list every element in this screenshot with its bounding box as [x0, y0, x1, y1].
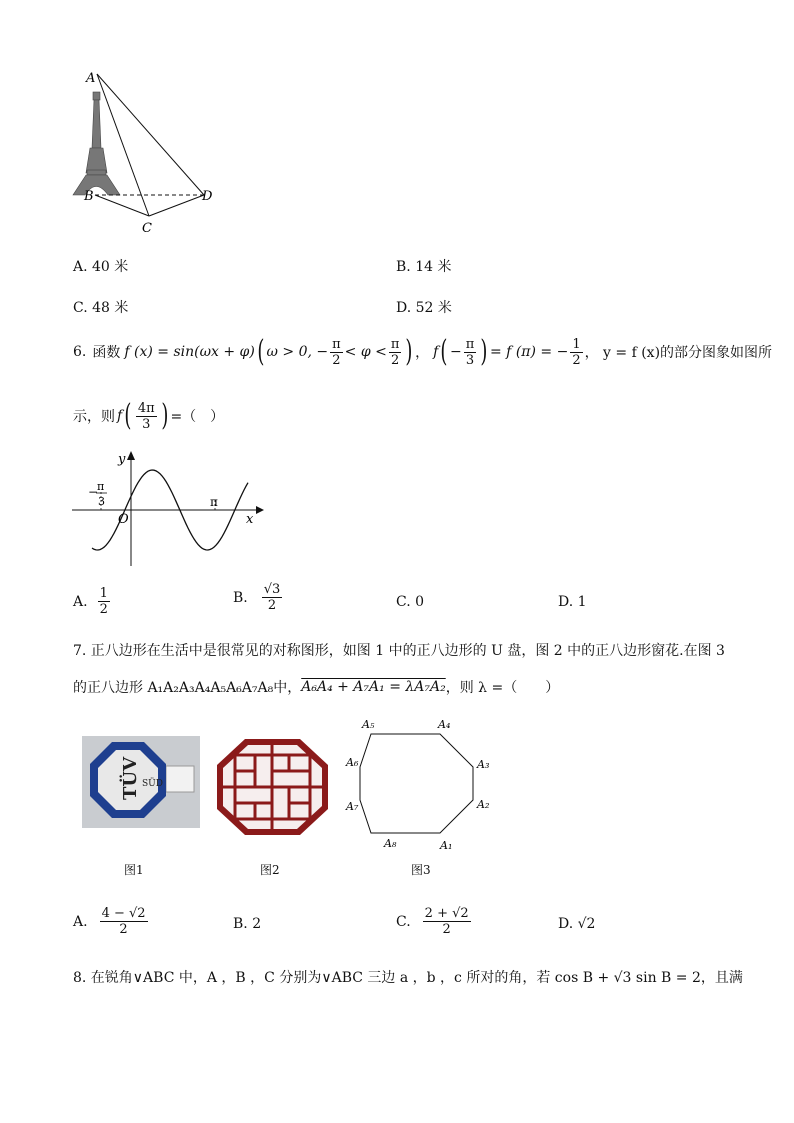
q5-option-c: C. 48 米 — [73, 300, 129, 316]
octagon-label-a8: A₈ — [384, 837, 397, 850]
octagon-label-a4: A₄ — [438, 718, 451, 731]
point-label-b: B — [84, 189, 94, 204]
origin-label: O — [118, 512, 129, 527]
q7-stem-line1: 7. 正八边形在生活中是很常见的对称图形，如图 1 中的正八边形的 U 盘，图 2 中的正八边形窗花.在图 3 — [73, 643, 725, 659]
pi-tick-label: π — [210, 495, 218, 509]
q6-stem-line2: 示，则 f ( $\frac{4\pi}{3}$ ) =（ ） — [73, 398, 225, 433]
q7-option-c: C. $\frac{2 + √2}{2}$ — [396, 906, 469, 937]
q6-frac-pi-2b: $\frac{\pi}{2}$ — [390, 336, 400, 368]
caption-fig1: 图1 — [124, 863, 144, 877]
q5-option-a: A. 40 米 — [73, 259, 129, 275]
q6-option-d: D. 1 — [558, 594, 587, 610]
q6-stem-line1: 6. 函数 f (x) = sin(ωx + φ) ( ω > 0, − $\frac{\pi}{2}$ < φ < $\frac{\pi}{2}$ ) ， f ( − $\frac{\pi}{3}$ ) = f (π) = − $\frac{1}{2}$ ， y = f (x)的部分图象如图所 — [73, 334, 773, 369]
q5-option-d: D. 52 米 — [396, 300, 452, 316]
neg-tick-three: 3 — [98, 495, 105, 508]
q6-option-c: C. 0 — [396, 594, 425, 610]
octagon-diagram — [340, 712, 500, 852]
q6-lead: 函数 — [92, 345, 121, 361]
q6-option-b: B. $\frac{√3}{2}$ — [233, 582, 281, 613]
q7-line2-lead: 的正八边形 A₁A₂A₃A₄A₅A₆A₇A₈中， — [73, 680, 302, 696]
caption-fig2: 图2 — [260, 863, 280, 877]
point-label-c: C — [142, 221, 152, 236]
q7-option-b: B. 2 — [233, 916, 262, 932]
sine-graph — [70, 448, 270, 568]
y-axis-label: y — [118, 452, 126, 467]
q6-function: f (x) = sin(ωx + φ) — [124, 344, 255, 360]
octagon-label-a5: A₅ — [362, 718, 375, 731]
q6-f: f — [433, 344, 439, 360]
usb-logo-side: SÜD — [142, 779, 163, 789]
tower-figure — [68, 68, 228, 238]
q6-frac-4pi-3: $\frac{4\pi}{3}$ — [137, 400, 155, 432]
q7-option-d: D. √2 — [558, 916, 596, 932]
eiffel-tower-icon — [73, 92, 120, 195]
q6-equation: = f (π) = − — [490, 344, 569, 360]
q6-comma: ， — [415, 345, 430, 361]
x-axis-label: x — [246, 512, 254, 527]
usb-photo — [82, 736, 200, 828]
point-label-d: D — [202, 189, 213, 204]
q6-frac-pi-2a: $\frac{\pi}{2}$ — [332, 336, 341, 368]
point-label-a: A — [86, 71, 96, 86]
q5-option-b: B. 14 米 — [396, 259, 452, 275]
q7-stem-line2 — [73, 677, 559, 697]
q6-tail: ， y = f (x)的部分图象如图所 — [584, 345, 773, 361]
q8-stem: 8. 在锐角∨ABC 中，A ，B ，C 分别为∨ABC 三边 a ，b ，c 所对的角，若 cos B + √3 sin B = 2，且满 — [73, 970, 743, 986]
octagon-label-a1: A₁ — [440, 839, 453, 852]
octagon-label-a6: A₆ — [346, 756, 359, 769]
q6-line2-lead: 示，则 — [73, 409, 115, 425]
octagon-label-a7: A₇ — [346, 800, 359, 813]
neg-tick-minus: − — [88, 485, 99, 499]
q7-vector-eq: A₆A₄ + A₇A₁ = λA₇A₂ — [301, 679, 446, 695]
octagon-window-figure — [215, 737, 330, 837]
q6-condition: ω > 0, − — [266, 344, 329, 360]
q7-line2-tail: ，则 λ =（ ） — [445, 680, 560, 696]
q6-option-a: A. $\frac{1}{2}$ — [73, 586, 108, 617]
neg-tick-pi: π — [97, 480, 105, 493]
q6-phi-range: < φ < — [344, 344, 387, 360]
usb-logo-text: TÜV — [120, 756, 141, 800]
q6-line2-tail: =（ ） — [170, 409, 225, 425]
q7-option-a: A. $\frac{4 - √2}{2}$ — [73, 906, 146, 937]
octagon-label-a3: A₃ — [477, 758, 490, 771]
q6-number: 6. — [73, 344, 87, 360]
q6-frac-pi-3: $\frac{\pi}{3}$ — [465, 336, 475, 368]
caption-fig3: 图3 — [411, 863, 431, 877]
q6-minus: − — [450, 344, 462, 360]
q6-frac-1-2: $\frac{1}{2}$ — [572, 336, 581, 368]
octagon-label-a2: A₂ — [477, 798, 490, 811]
